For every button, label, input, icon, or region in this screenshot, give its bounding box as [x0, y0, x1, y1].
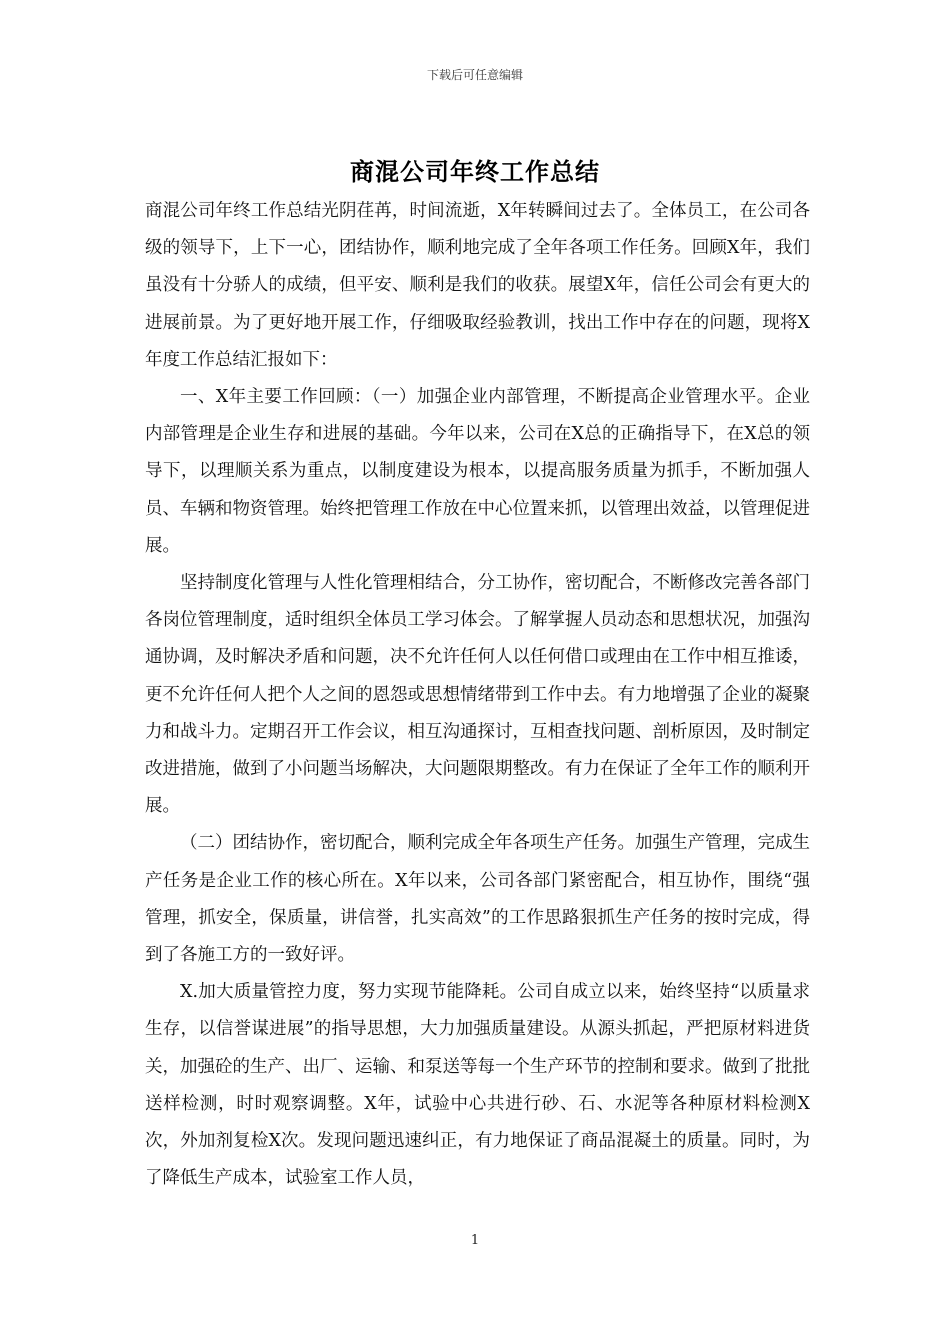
header-note: 下载后可任意编辑 [426, 68, 523, 82]
paragraph-management: 坚持制度化管理与人性化管理相结合，分工协作，密切配合，不断修改完善各部门各岗位管理制度，适时组织全体员工学习体会。了解掌握人员动态和思想状况，加强沟通协调，及时解决矛盾和问题，决不允许任何人以任何借口或理由在工作中相互推诿，更不允许任何人把个人之间的恩怨或思想情绪带到工作中去。有力地增强了企业的凝聚力和战斗力。定期召开工作会议，相互沟通探讨，互相查找问题、剖析原因，及时制定改进措施，做到了小问题当场解决，大问题限期整改。有力在保证了全年工作的顺利开展。 [145, 573, 810, 817]
paragraph-section-one: 一、X年主要工作回顾：（一）加强企业内部管理，不断提高企业管理水平。企业内部管理是企业生存和进展的基础。今年以来，公司在X总的正确指导下，在X总的领导下，以理顺关系为重点，以制度建设为根本，以提高服务质量为抓手，不断加强人员、车辆和物资管理。始终把管理工作放在中心位置来抓，以管理出效益，以管理促进展。 [145, 387, 810, 556]
document-body [145, 193, 810, 1197]
paragraph-section-two: （二）团结协作，密切配合，顺利完成全年各项生产任务。加强生产管理，完成生产任务是企业工作的核心所在。X年以来，公司各部门紧密配合，相互协作，围绕“强管理，抓安全，保质量，讲信誉，扎实高效”的工作思路狠抓生产任务的按时完成，得到了各施工方的一致好评。 [145, 833, 810, 966]
document-title: 商混公司年终工作总结 [350, 158, 600, 186]
paragraph-intro: 商混公司年终工作总结光阴荏苒，时间流逝，X年转瞬间过去了。全体员工，在公司各级的领导下，上下一心，团结协作，顺利地完成了全年各项工作任务。回顾X年，我们虽没有十分骄人的成绩，但平安、顺利是我们的收获。展望X年，信任公司会有更大的进展前景。为了更好地开展工作，仔细吸取经验教训，找出工作中存在的问题，现将X年度工作总结汇报如下： [145, 201, 810, 370]
page-number: 1 [470, 1233, 480, 1248]
paragraph-quality: X.加大质量管控力度，努力实现节能降耗。公司自成立以来，始终坚持“以质量求生存，以信誉谋进展”的指导思想，大力加强质量建设。从源头抓起，严把原材料进货关，加强砼的生产、出厂、运输、和泵送等每一个生产环节的控制和要求。做到了批批送样检测，时时观察调整。X年，试验中心共进行砂、石、水泥等各种原材料检测X次，外加剂复检X次。发现问题迅速纠正，有力地保证了商品混凝土的质量。同时，为了降低生产成本，试验室工作人员， [145, 982, 810, 1189]
